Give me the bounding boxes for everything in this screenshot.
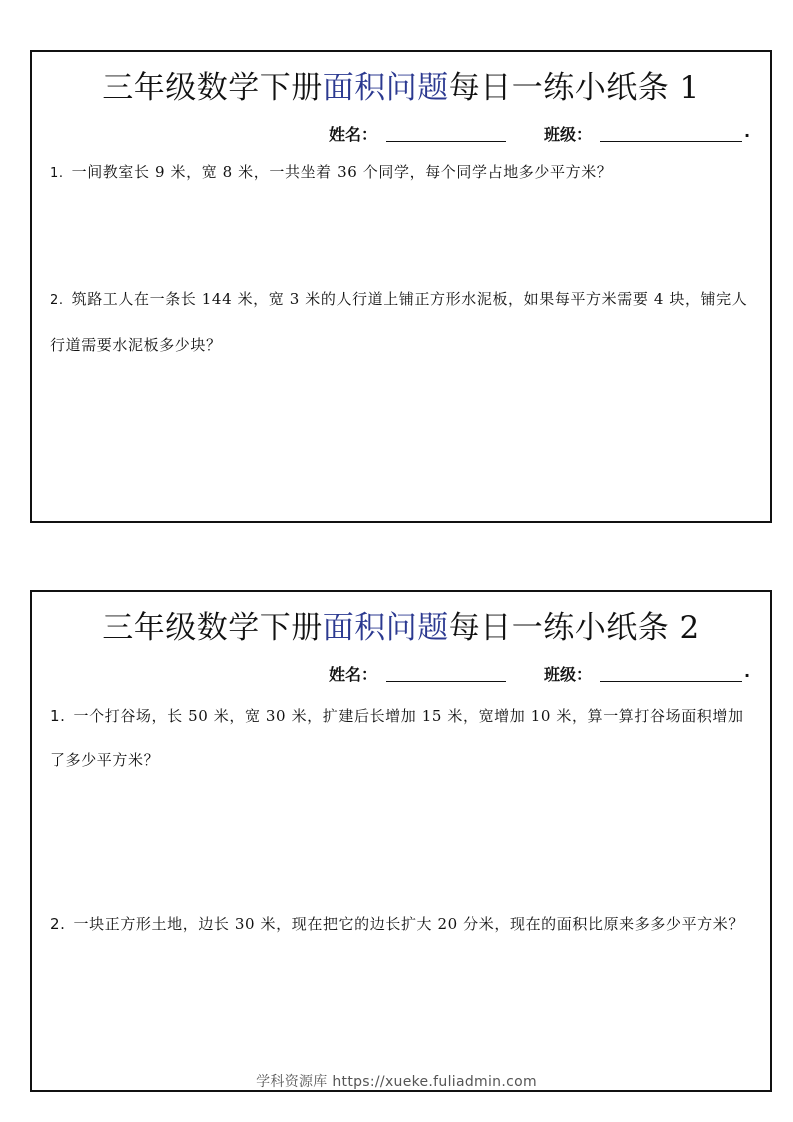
title-highlight: 面积问题 (322, 610, 449, 646)
card-title (32, 602, 770, 647)
end-mark: . (744, 122, 751, 141)
question-number: 1. (50, 707, 66, 725)
name-label: 姓名： (329, 665, 378, 684)
title-prefix: 三年级数学下册 (102, 610, 323, 646)
card-title (32, 62, 770, 107)
question-text: 一间教室长 9 米，宽 8 米，一共坐着 36 个同学，每个同学占地多少平方米？ (71, 163, 613, 181)
title-prefix: 三年级数学下册 (102, 70, 323, 106)
exercise-card-2 (30, 590, 772, 1092)
exercise-card-1 (30, 50, 772, 523)
question-number: 1. (50, 166, 64, 181)
name-blank[interactable] (386, 141, 506, 142)
student-info-line (32, 662, 770, 686)
class-label: 班级： (544, 125, 593, 144)
question-text: 一块正方形土地，边长 30 米，现在把它的边长扩大 20 分米，现在的面积比原来多多少平方米？ (73, 915, 744, 933)
footer-watermark: 学科资源库 https://xueke.fuliadmin.com (256, 1074, 537, 1090)
question-text: 一个打谷场，长 50 米，宽 30 米，扩建后长增加 15 米，宽增加 10 米，算一算打谷场面积增加了多少平方米？ (50, 707, 744, 769)
title-highlight: 面积问题 (322, 70, 449, 106)
question-1 (50, 150, 752, 196)
title-suffix: 每日一练小纸条 1 (448, 70, 700, 106)
student-info-line (32, 122, 770, 146)
name-label: 姓名： (329, 125, 378, 144)
question-text: 筑路工人在一条长 144 米，宽 3 米的人行道上铺正方形水泥板，如果每平方米需要 4 块，铺完人行道需要水泥板多少块？ (50, 290, 748, 354)
question-number: 2. (50, 915, 66, 933)
class-blank[interactable] (600, 681, 742, 682)
end-mark: . (744, 662, 751, 681)
question-number: 2. (50, 293, 64, 308)
question-1 (50, 694, 752, 782)
name-blank[interactable] (386, 681, 506, 682)
question-2 (50, 902, 752, 946)
class-label: 班级： (544, 665, 593, 684)
question-2 (50, 277, 752, 367)
title-suffix: 每日一练小纸条 2 (448, 610, 700, 646)
class-blank[interactable] (600, 141, 742, 142)
